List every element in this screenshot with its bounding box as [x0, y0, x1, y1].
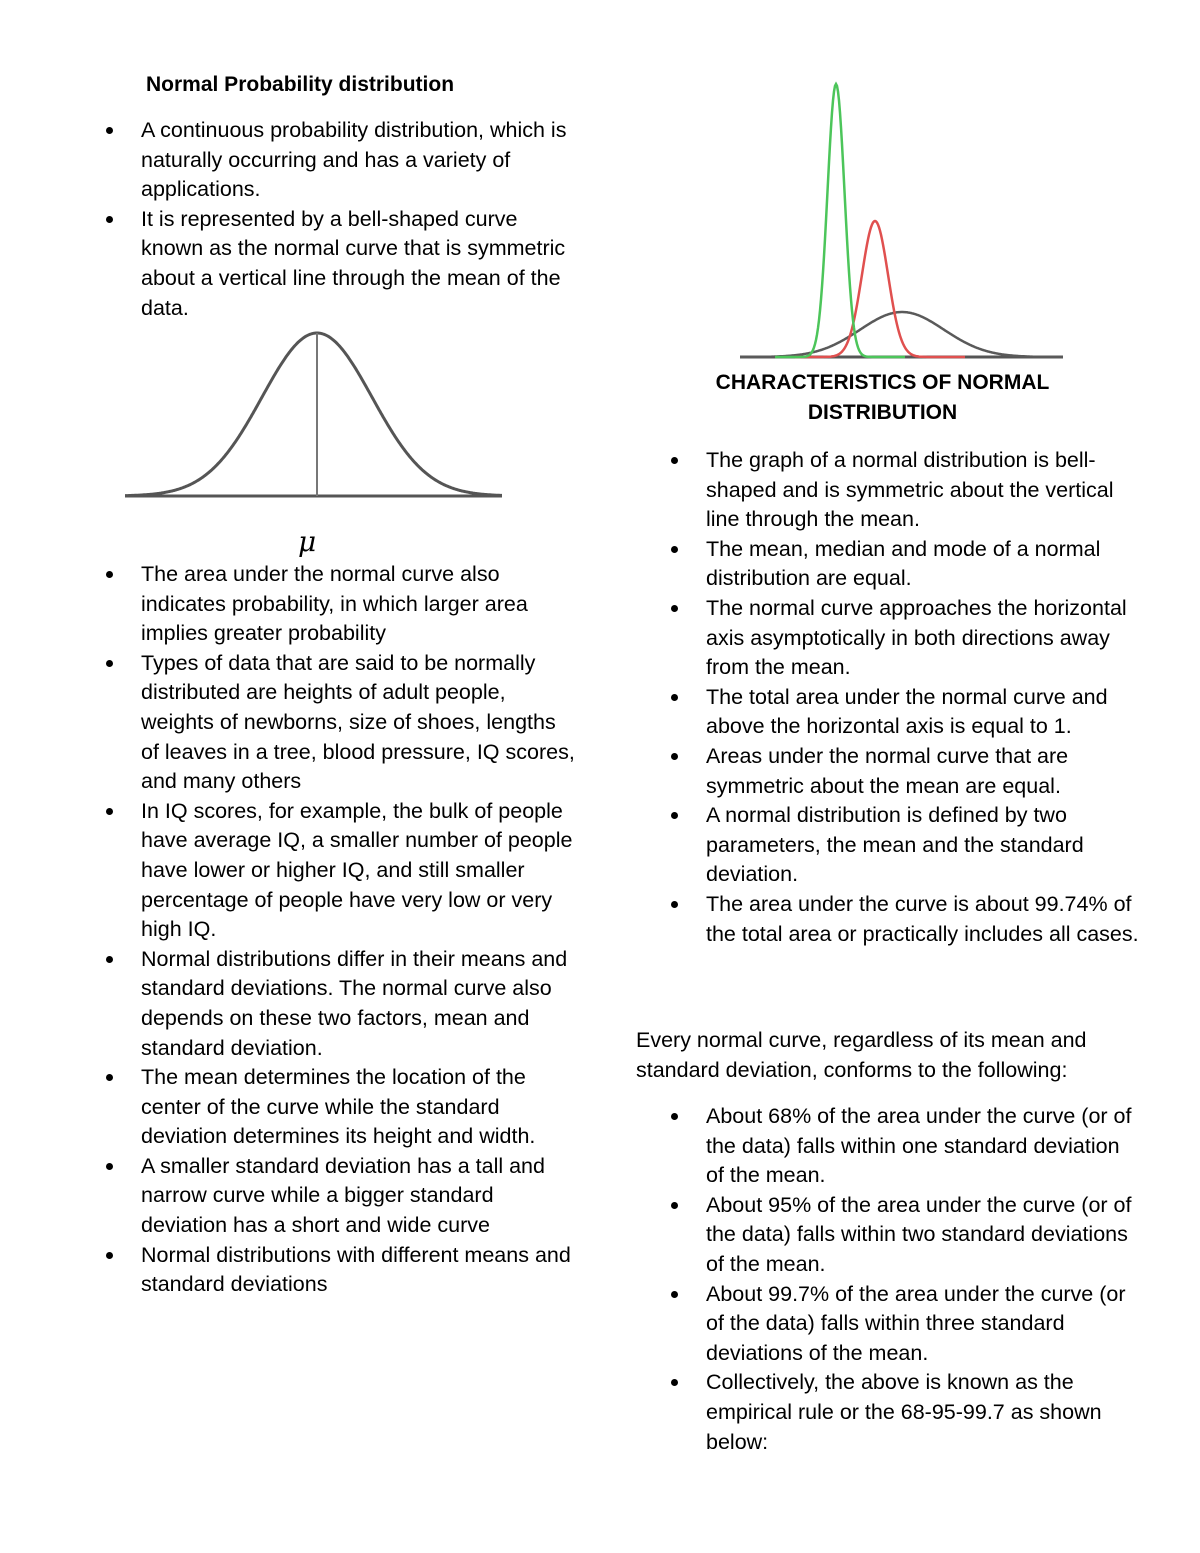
- list-item: The area under the curve is about 99.74% of the total area or practically includes all cases.: [671, 890, 1141, 949]
- list-item: About 95% of the area under the curve (or of the data) falls within two standard deviations of the mean.: [671, 1191, 1141, 1280]
- empirical-rule-list: [671, 1102, 1141, 1457]
- list-item: The area under the normal curve also indicates probability, in which larger area implies greater probability: [106, 560, 576, 649]
- list-item: Normal distributions differ in their means and standard deviations. The normal curve also depends on these two factors, mean and standard deviation.: [106, 945, 576, 1063]
- medium-curve: [795, 221, 965, 357]
- list-item: Types of data that are said to be normally distributed are heights of adult people, weights of newborns, size of shoes, lengths of leaves in a tree, blood pressure, IQ scores, and many others: [106, 649, 576, 797]
- mean-symbol: μ: [298, 525, 317, 558]
- list-item: The graph of a normal distribution is bell-shaped and is symmetric about the vertical line through the mean.: [671, 446, 1141, 535]
- wide-curve: [740, 312, 1063, 357]
- heading-line-2: DISTRIBUTION: [807, 400, 958, 424]
- list-item: The mean determines the location of the center of the curve while the standard deviation determines its height and width.: [106, 1063, 576, 1152]
- list-item: The normal curve approaches the horizontal axis asymptotically in both directions away from the mean.: [671, 594, 1141, 683]
- left-bullets-bottom: [106, 560, 576, 1300]
- bell-curve-figure: [120, 325, 510, 510]
- left-bullets-top: [106, 116, 576, 323]
- bell-curve: [125, 333, 502, 496]
- list-item: Normal distributions with different means and standard deviations: [106, 1241, 576, 1300]
- list-item: The total area under the normal curve and above the horizontal axis is equal to 1.: [671, 683, 1141, 742]
- list-item: The mean, median and mode of a normal distribution are equal.: [671, 535, 1141, 594]
- characteristics-heading: [650, 368, 1115, 427]
- list-item: A smaller standard deviation has a tall and narrow curve while a bigger standard deviation has a short and wide curve: [106, 1152, 576, 1241]
- empirical-intro-paragraph: Every normal curve, regardless of its mean and standard deviation, conforms to the following:: [636, 1028, 1087, 1082]
- page-title: Normal Probability distribution: [146, 73, 455, 96]
- list-item: Collectively, the above is known as the empirical rule or the 68-95-99.7 as shown below:: [671, 1368, 1141, 1457]
- list-item: About 68% of the area under the curve (or of the data) falls within one standard deviation of the mean.: [671, 1102, 1141, 1191]
- comparison-curves-figure: [735, 75, 1070, 365]
- list-item: A normal distribution is defined by two parameters, the mean and the standard deviation.: [671, 801, 1141, 890]
- list-item: About 99.7% of the area under the curve (or of the data) falls within three standard deviations of the mean.: [671, 1280, 1141, 1369]
- list-item: Areas under the normal curve that are symmetric about the mean are equal.: [671, 742, 1141, 801]
- characteristics-list: [671, 446, 1141, 949]
- list-item: It is represented by a bell-shaped curve known as the normal curve that is symmetric about a vertical line through the mean of the data.: [106, 205, 576, 323]
- list-item: In IQ scores, for example, the bulk of people have average IQ, a smaller number of people have lower or higher IQ, and still smaller percentage of people have very low or very high IQ.: [106, 797, 576, 945]
- list-item: A continuous probability distribution, which is naturally occurring and has a variety of applications.: [106, 116, 576, 205]
- heading-line-1: CHARACTERISTICS OF NORMAL: [715, 371, 1050, 394]
